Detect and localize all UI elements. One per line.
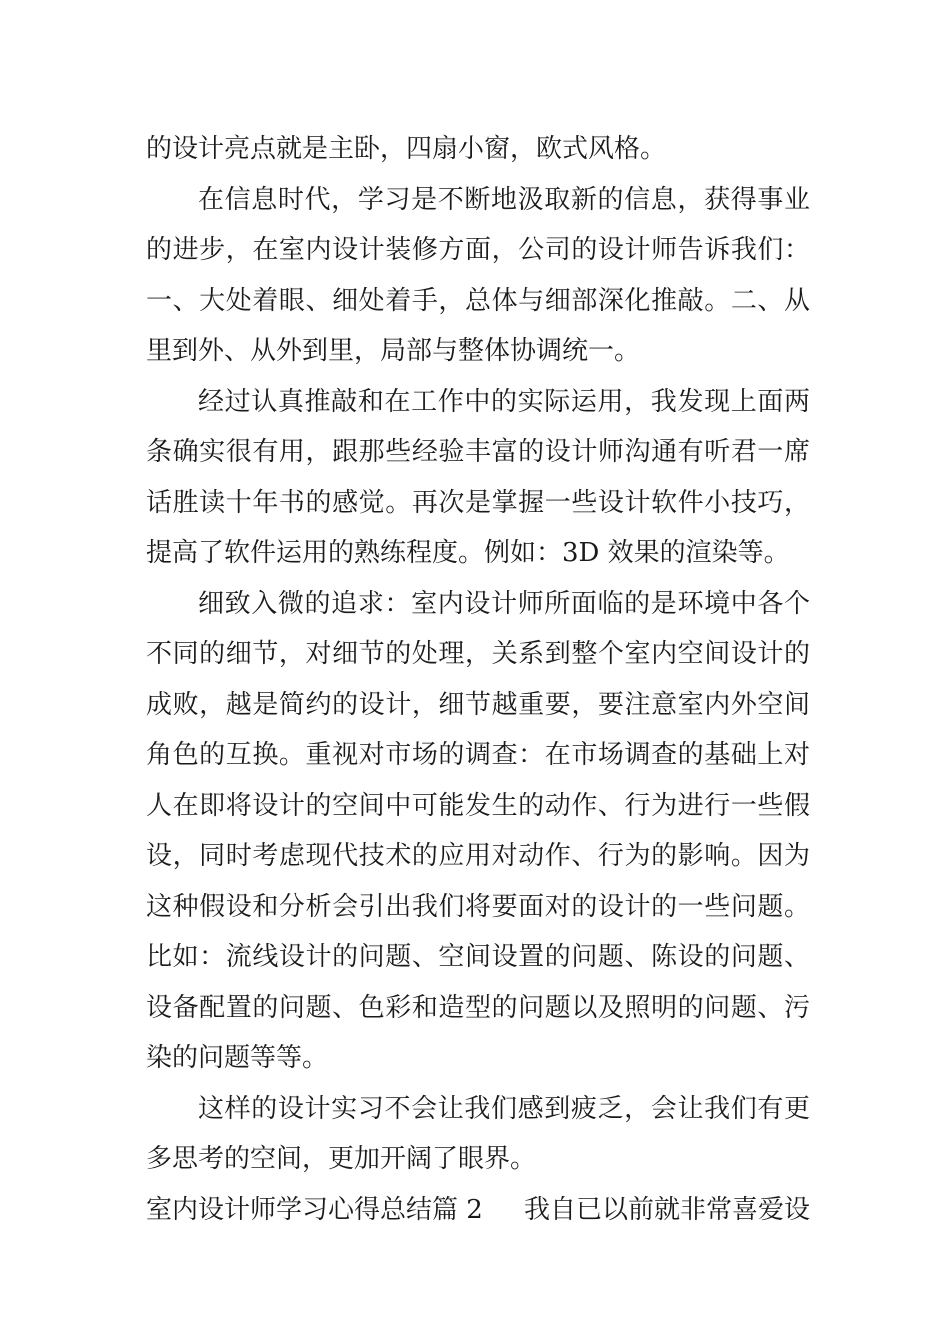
document-body [146, 124, 810, 1235]
text-line: 的进步，在室内设计装修方面，公司的设计师告诉我们： [146, 235, 810, 265]
text-line: 的设计亮点就是主卧，四扇小窗，欧式风格。 [146, 134, 667, 164]
section-continuation-text: 我自已以前就非常喜爱设 [523, 1194, 810, 1225]
text-line: 不同的细节，对细节的处理，关系到整个室内空间设计的 [146, 639, 810, 669]
text-line: 条确实很有用，跟那些经验丰富的设计师沟通有听君一席 [146, 437, 810, 467]
text-line: 人在即将设计的空间中可能发生的动作、行为进行一些假 [146, 790, 810, 821]
paragraph-first-line: 经过认真推敲和在工作中的实际运用，我发现上面两 [198, 386, 810, 417]
text-line: 成败，越是简约的设计，细节越重要，要注意室内外空间 [146, 689, 810, 720]
text-line: 设备配置的问题、色彩和造型的问题以及照明的问题、污 [146, 992, 810, 1023]
text-line: 这种假设和分析会引出我们将要面对的设计的一些问题。 [146, 891, 810, 922]
paragraph-first-line: 细致入微的追求：室内设计师所面临的是环境中各个 [198, 588, 810, 619]
text-line: 话胜读十年书的感觉。再次是掌握一些设计软件小技巧， [146, 487, 810, 518]
section-title: 室内设计师学习心得总结篇 2 [146, 1194, 483, 1225]
text-line: 设，同时考虑现代技术的应用对动作、行为的影响。因为 [146, 841, 810, 871]
paragraph-first-line: 这样的设计实习不会让我们感到疲乏，会让我们有更 [198, 1093, 810, 1124]
text-line: 多思考的空间，更加开阔了眼界。 [146, 1144, 537, 1174]
section-heading-line [146, 1185, 810, 1236]
text-line: 提高了软件运用的熟练程度。例如：3D 效果的渲染等。 [146, 538, 790, 568]
text-line: 比如：流线设计的问题、空间设置的问题、陈设的问题、 [146, 942, 810, 972]
text-line: 角色的互换。重视对市场的调查：在市场调查的基础上对 [146, 740, 810, 770]
text-line: 染的问题等等。 [146, 1043, 329, 1073]
paragraph-first-line: 在信息时代，学习是不断地汲取新的信息，获得事业 [198, 184, 810, 215]
text-line: 一、大处着眼、细处着手，总体与细部深化推敲。二、从 [146, 285, 810, 316]
text-line: 里到外、从外到里，局部与整体协调统一。 [146, 336, 641, 366]
